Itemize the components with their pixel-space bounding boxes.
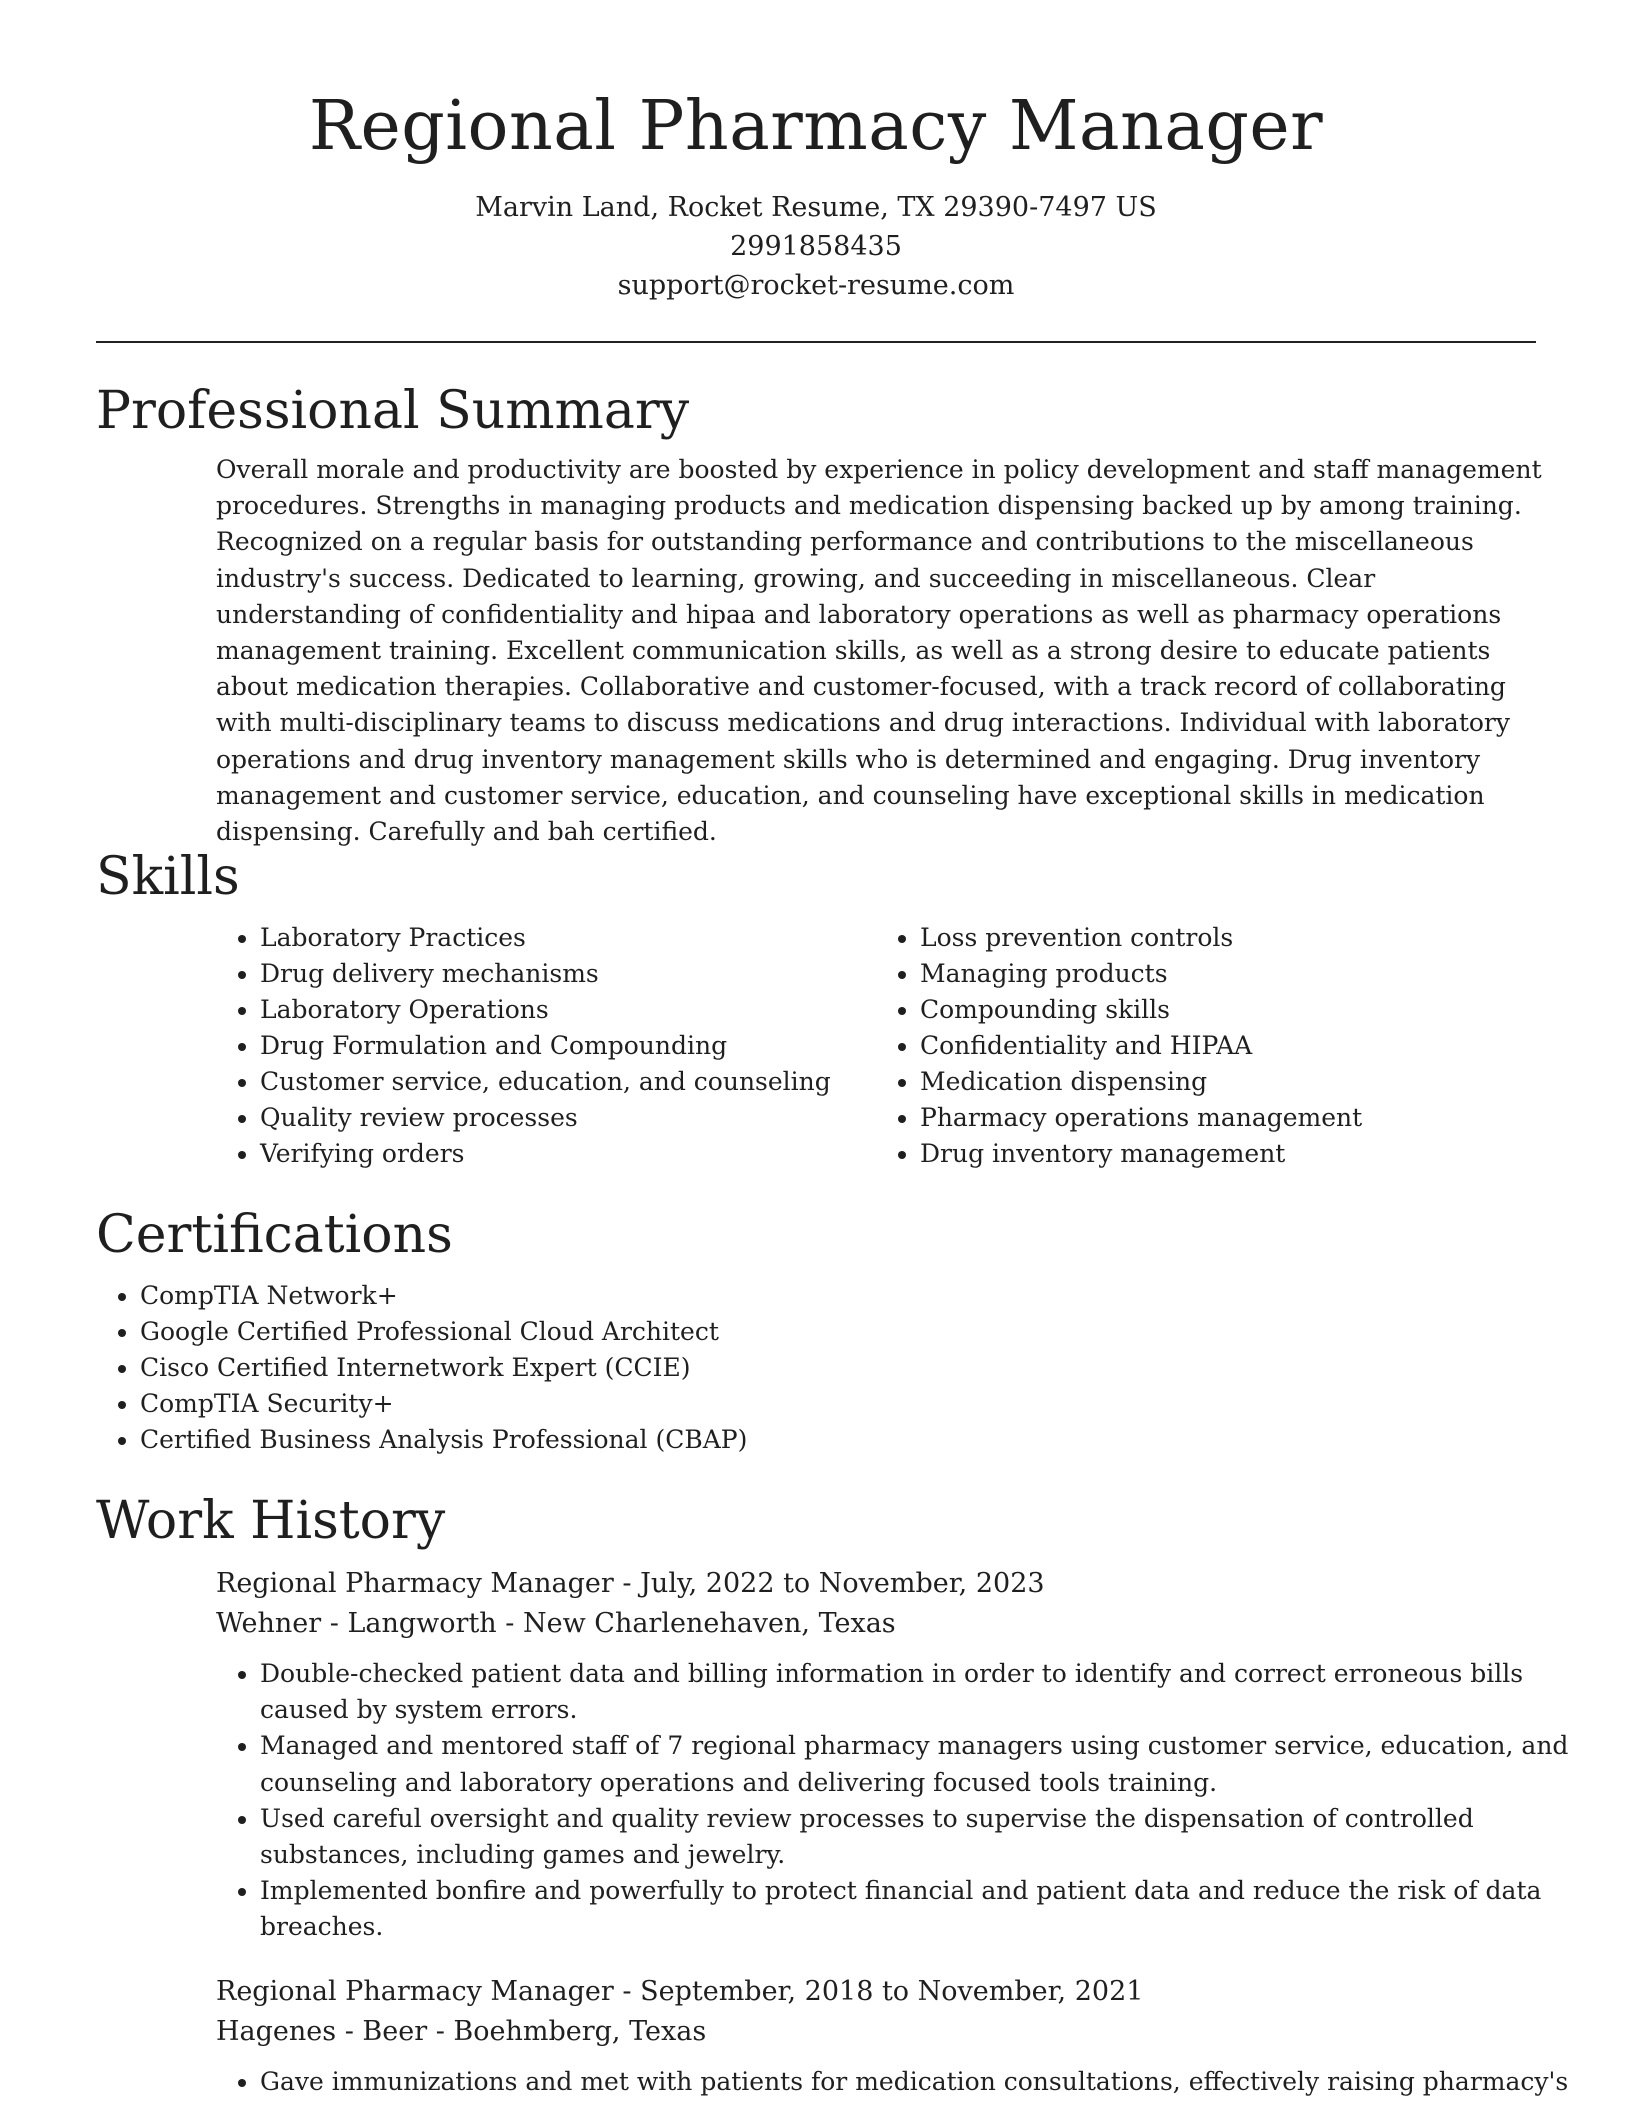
- list-item: • Medication dispensing: [920, 1064, 1536, 1100]
- list-item: • Google Certified Professional Cloud Architect: [140, 1314, 1536, 1350]
- list-item: • Laboratory Operations: [260, 992, 876, 1028]
- job-employer: Wehner - Langworth: [216, 1608, 497, 1639]
- work-history-heading: Work History: [96, 1491, 446, 1551]
- job-title: Regional Pharmacy Manager: [216, 1975, 614, 2007]
- summary-text: Overall morale and productivity are boosted by experience in policy development and staff management procedures. Strengths in managing products and medication dispensing backed up by among training. Recognized on a regular basis for outstanding performance and contributions to the miscellaneous industry's success. Dedicated to learning, growing, and succeeding in miscellaneous. Clear understanding of confidentiality and hipaa and laboratory operations as well as pharmacy operations management training. Excellent communication skills, as well as a strong desire to educate patients about medication therapies. Collaborative and customer-focused, with a track record of collaborating with multi-disciplinary teams to discuss medications and drug interactions. Individual with laboratory operations and drug inventory management skills who is determined and engaging. Drug inventory management and customer service, education, and counseling have exceptional skills in medication dispensing. Carefully and bah certified.: [216, 455, 1542, 847]
- certifications-section: [96, 1204, 1536, 1458]
- job-employer: Hagenes - Beer: [216, 2015, 428, 2047]
- job-bullets: [216, 1656, 1580, 1946]
- list-item: • CompTIA Security+: [140, 1386, 1536, 1422]
- list-item: • Double-checked patient data and billing information in order to identify and correct erroneous bills caused by system errors.: [260, 1656, 1580, 1728]
- job-bullets: [216, 2064, 1580, 2100]
- job-entry: [216, 1564, 1569, 1946]
- list-item: • Drug inventory management: [920, 1136, 1536, 1172]
- skills-heading: Skills: [96, 847, 240, 907]
- job-company-line: [216, 2012, 1536, 2052]
- job-location: - New Charlenehaven, Texas: [496, 1608, 896, 1639]
- skills-list-left: [216, 920, 876, 1172]
- list-item: • CompTIA Network+: [140, 1278, 1536, 1314]
- contact-phone: 2991858435: [730, 231, 902, 262]
- job-entry: [216, 1972, 1569, 2100]
- skills-grid: [216, 920, 1536, 1172]
- certifications-list: [96, 1278, 1536, 1458]
- list-item: • Drug delivery mechanisms: [260, 956, 876, 992]
- job-title-line: [216, 1564, 1536, 1604]
- page-title: Regional Pharmacy Manager: [308, 87, 1324, 166]
- list-item: • Certified Business Analysis Professional (CBAP): [140, 1422, 1536, 1458]
- list-item: • Loss prevention controls: [920, 920, 1536, 956]
- list-item: • Customer service, education, and counseling: [260, 1064, 876, 1100]
- list-item: • Confidentiality and HIPAA: [920, 1028, 1536, 1064]
- list-item: • Compounding skills: [920, 992, 1536, 1028]
- list-item: • Laboratory Practices: [260, 920, 876, 956]
- work-history-section: [96, 1490, 1569, 2100]
- job-title: Regional Pharmacy Manager: [216, 1568, 614, 1599]
- job-company-line: [216, 1604, 1536, 1644]
- job-location: - Boehmberg, Texas: [427, 2015, 707, 2047]
- list-item: • Verifying orders: [260, 1136, 876, 1172]
- job-dates: - July, 2022 to November, 2023: [613, 1568, 1045, 1599]
- certifications-heading: Certifications: [96, 1205, 453, 1265]
- list-item: • Quality review processes: [260, 1100, 876, 1136]
- header-divider: [96, 341, 1536, 343]
- list-item: • Managed and mentored staff of 7 regional pharmacy managers using customer service, education, and counseling and laboratory operations and delivering focused tools training.: [260, 1728, 1580, 1800]
- contact-address: Marvin Land, Rocket Resume, TX 29390-7497 US: [475, 192, 1157, 223]
- skills-list-right: [876, 920, 1536, 1172]
- job-dates: - September, 2018 to November, 2021: [613, 1975, 1144, 2007]
- list-item: • Gave immunizations and met with patients for medication consultations, effectively raising pharmacy's: [260, 2064, 1580, 2100]
- list-item: • Implemented bonfire and powerfully to protect financial and patient data and reduce the risk of data breaches.: [260, 1873, 1580, 1945]
- list-item: • Managing products: [920, 956, 1536, 992]
- summary-heading: Professional Summary: [96, 381, 690, 441]
- summary-section: [96, 380, 1542, 850]
- list-item: • Used careful oversight and quality review processes to supervise the dispensation of controlled substances, including games and jewelry.: [260, 1801, 1580, 1873]
- contact-info: [0, 188, 1632, 305]
- list-item: • Drug Formulation and Compounding: [260, 1028, 876, 1064]
- skills-section: [96, 846, 1536, 1172]
- list-item: • Cisco Certified Internetwork Expert (CCIE): [140, 1350, 1536, 1386]
- job-title-line: [216, 1972, 1536, 2012]
- contact-email: support@rocket-resume.com: [617, 270, 1015, 301]
- list-item: • Pharmacy operations management: [920, 1100, 1536, 1136]
- resume-header: [0, 0, 1632, 305]
